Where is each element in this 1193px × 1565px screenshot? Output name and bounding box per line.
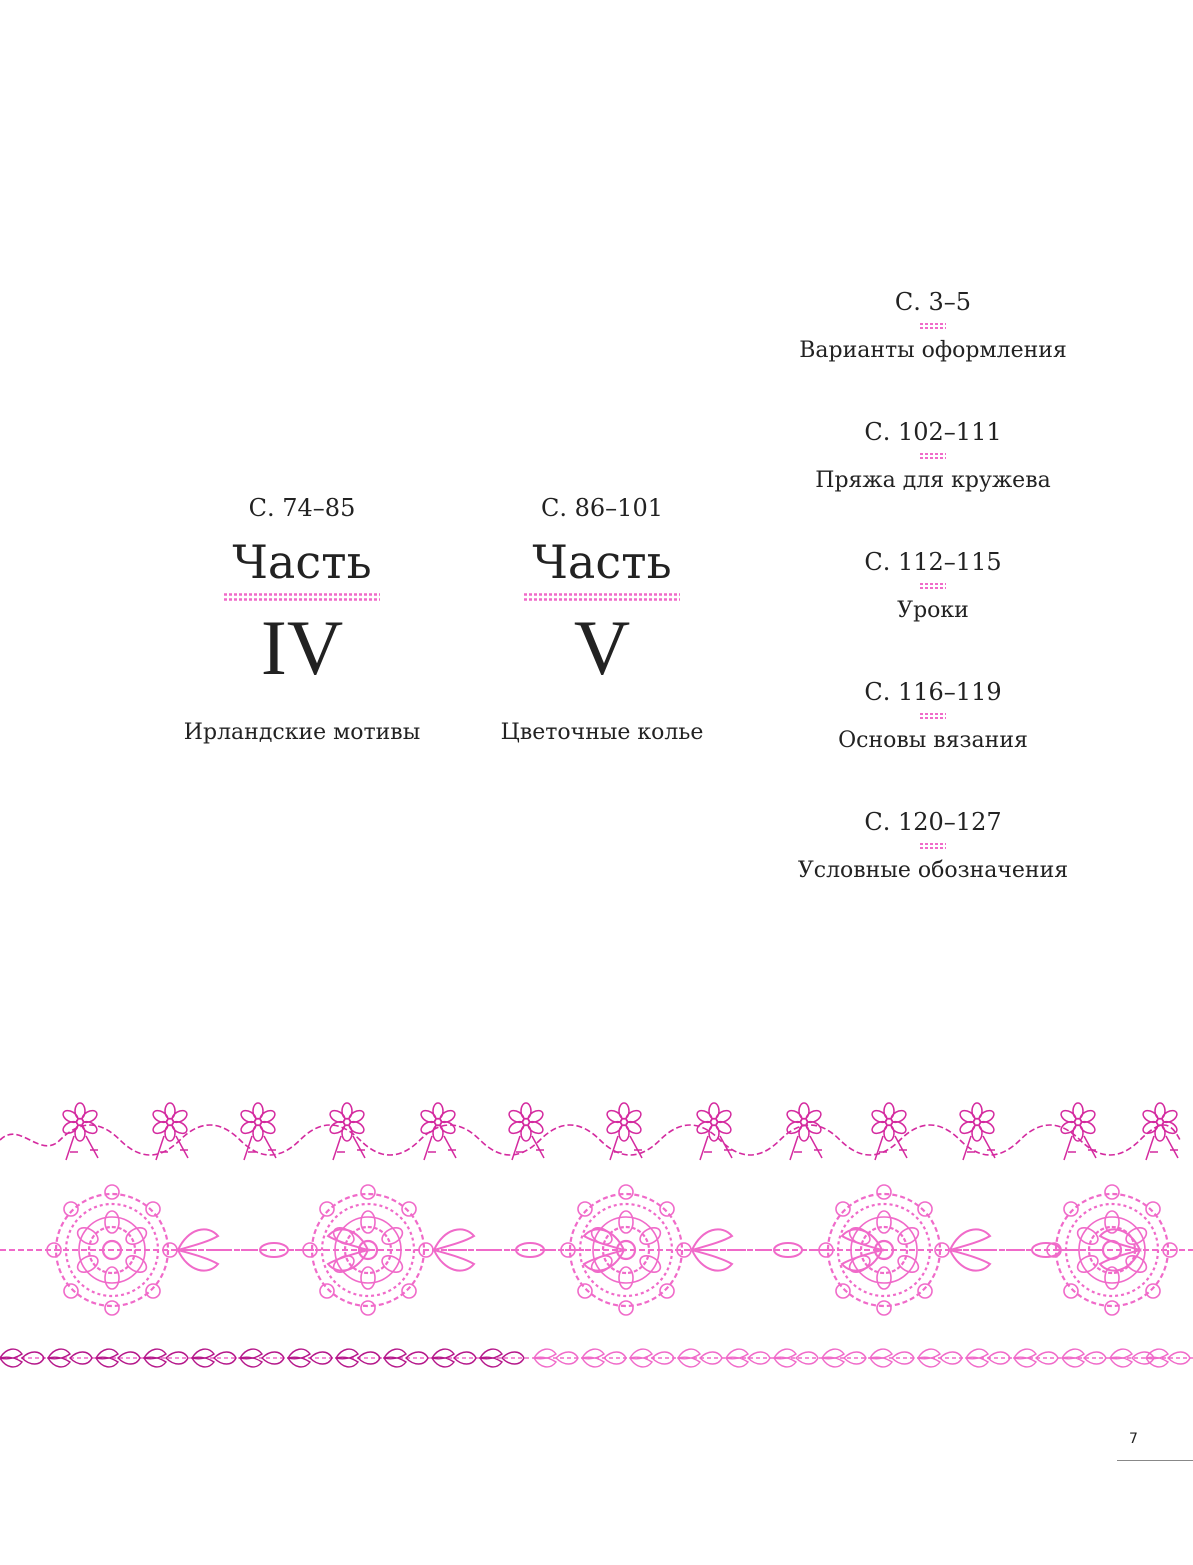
toc-item-pages: С. 102–111 bbox=[864, 418, 1002, 446]
leaf-chain-border bbox=[0, 1349, 1193, 1367]
part-iv-word: Часть bbox=[232, 535, 372, 589]
toc-item-label: Уроки bbox=[897, 598, 969, 623]
toc-item-pages: С. 120–127 bbox=[864, 808, 1002, 836]
part-iv-block bbox=[182, 492, 422, 748]
part-v-pages: С. 86–101 bbox=[541, 494, 663, 522]
part-v-caption: Цветочные колье bbox=[500, 720, 704, 745]
part-v-block bbox=[482, 492, 722, 748]
toc-item-label: Условные обозначения bbox=[797, 858, 1069, 883]
doily-medallion-border bbox=[0, 1185, 1193, 1315]
part-v-divider-icon bbox=[524, 592, 680, 602]
toc-item bbox=[793, 806, 1073, 936]
page-number-rule bbox=[1117, 1460, 1193, 1461]
toc-separator-icon bbox=[920, 712, 946, 720]
toc-item-label: Пряжа для кружева bbox=[815, 468, 1051, 493]
part-v-numeral: V bbox=[573, 604, 631, 691]
flower-vine-border bbox=[0, 1103, 1180, 1160]
part-iv-pages: С. 74–85 bbox=[248, 494, 356, 522]
toc-list bbox=[793, 286, 1073, 936]
toc-item bbox=[793, 676, 1073, 806]
toc-item-pages: С. 112–115 bbox=[864, 548, 1002, 576]
toc-item-label: Варианты оформления bbox=[799, 338, 1067, 363]
toc-item bbox=[793, 286, 1073, 416]
toc-item bbox=[793, 416, 1073, 546]
part-iv-divider-icon bbox=[224, 592, 380, 602]
part-iv-numeral: IV bbox=[260, 604, 344, 691]
toc-separator-icon bbox=[920, 582, 946, 590]
toc-item-pages: С. 116–119 bbox=[864, 678, 1002, 706]
toc-separator-icon bbox=[920, 322, 946, 330]
part-iv-caption: Ирландские мотивы bbox=[183, 720, 421, 745]
toc-item-pages: С. 3–5 bbox=[894, 288, 972, 316]
lace-borders bbox=[0, 1100, 1193, 1390]
part-v-word: Часть bbox=[532, 535, 672, 589]
toc-item-label: Основы вязания bbox=[838, 728, 1028, 753]
toc-separator-icon bbox=[920, 842, 946, 850]
page-number: 7 bbox=[1129, 1431, 1138, 1447]
toc-separator-icon bbox=[920, 452, 946, 460]
toc-item bbox=[793, 546, 1073, 676]
